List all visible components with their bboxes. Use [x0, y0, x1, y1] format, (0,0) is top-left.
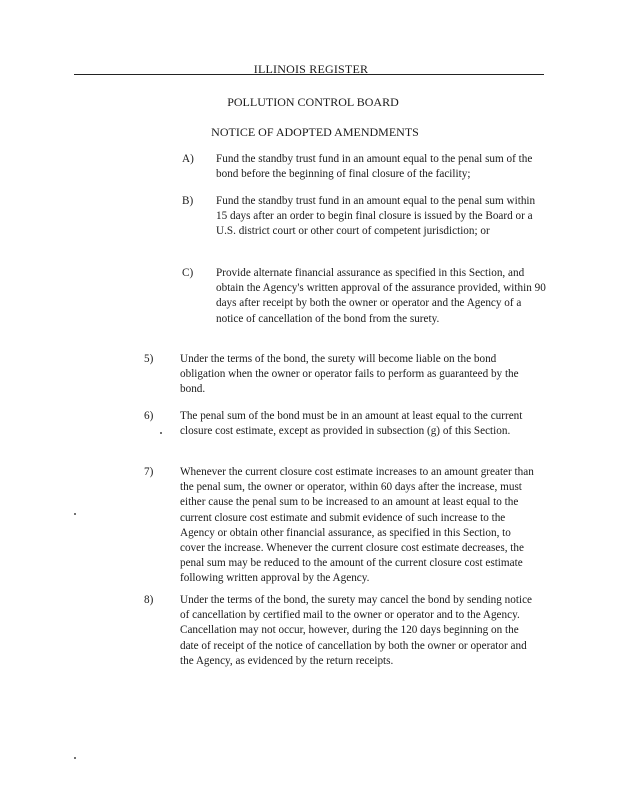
subitem-label: C): [182, 267, 194, 279]
item-text: Whenever the current closure cost estimate increases to an amount greater than the penal sum, the owner or operator, within 60 days after the increase, must either cause the penal sum to be increased to an amount at least equal to the current closure cost estimate and submit evidence of such increase to the Agency or obtain other financial assurance, as specified in this Section, to cover the increase. Whenever the current closure cost estimate decreases, the penal sum may be reduced to the amount of the current closure cost estimate following written approval by the Agency.: [180, 466, 534, 585]
item-text: Under the terms of the bond, the surety will become liable on the bond obligation when the owner or operator fails to perform as guaranteed by the bond.: [180, 353, 519, 396]
item-label: 7): [144, 466, 154, 478]
subitem-text: Provide alternate financial assurance as specified in this Section, and obtain the Agency's written approval of the assurance provided, within 90 days after receipt by both the owner or operator and the Agency of a notice of cancellation of the bond from the surety.: [216, 267, 546, 325]
subitem-text: Fund the standby trust fund in an amount equal to the penal sum of the bond before the beginning of final closure of the facility;: [216, 153, 533, 181]
notice-title: NOTICE OF ADOPTED AMENDMENTS: [211, 125, 419, 139]
subitem-text: Fund the standby trust fund in an amount equal to the penal sum within 15 days after an order to begin final closure is issued by the Board or a U.S. district court or other court of competent jurisdiction; or: [216, 195, 536, 238]
subitem-label: A): [182, 153, 194, 165]
subitem-label: B): [182, 195, 194, 207]
item-label: 8): [144, 594, 154, 606]
scan-speck: [74, 757, 76, 759]
item-label: 6): [144, 410, 154, 422]
item-label: 5): [144, 353, 154, 365]
board-title: POLLUTION CONTROL BOARD: [227, 95, 399, 109]
register-title: ILLINOIS REGISTER: [253, 62, 369, 76]
scan-speck: [160, 432, 162, 434]
item-text: The penal sum of the bond must be in an amount at least equal to the current closure cost estimate, except as provided in subsection (g) of this Section.: [180, 410, 523, 438]
header-rule: [74, 74, 544, 75]
item-text: Under the terms of the bond, the surety may cancel the bond by sending notice of cancellation by certified mail to the owner or operator and to the Agency. Cancellation may not occur, however, during the 120 days beginning on the date of receipt of the notice of cancellation by both the owner or operator and the Agency, as evidenced by the return receipts.: [180, 594, 532, 667]
scan-speck: [74, 513, 76, 515]
